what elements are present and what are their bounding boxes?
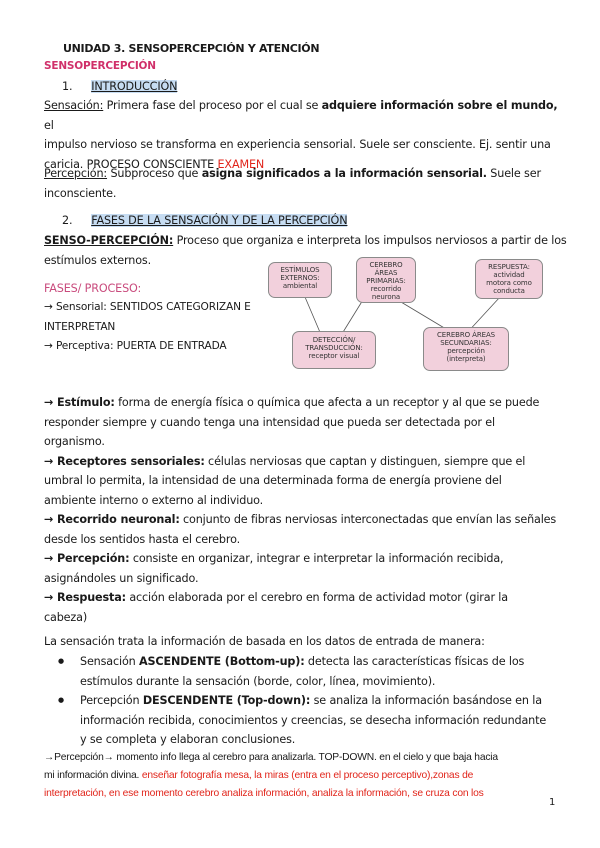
percepcion-paragraph: Percepción: Subproceso que asigna significados a la información sensorial. Suele ser inconsciente.	[44, 167, 541, 200]
senso-term: SENSO-PERCEPCIÓN:	[44, 234, 174, 247]
trata-paragraph: La sensación trata la información de basada en los datos de entrada de manera:	[44, 635, 485, 648]
bullet-descendente: ● Percepción DESCENDENTE (Top-down): se analiza la información basándose en la información recibida, conocimientos y creencias, se desecha información redundante y se completa y elaboran conclusiones.	[80, 691, 570, 750]
examen-tag: EXAMEN	[217, 157, 265, 171]
fases-list: → Sensorial: SENTIDOS CATEGORIZAN E INTERPRETAN → Perceptiva: PUERTA DE ENTRADA	[44, 301, 251, 352]
sensacion-term: Sensación:	[44, 99, 104, 112]
bullet-icon: ●	[58, 657, 64, 665]
senso-paragraph: SENSO-PERCEPCIÓN: Proceso que organiza e interpreta los impulsos nerviosos a partir de los estímulos externos.	[44, 234, 567, 267]
def-term: → Receptores sensoriales:	[44, 454, 205, 468]
percepcion-term: Percepción:	[44, 167, 108, 180]
bullet-ascendente: ● Sensación ASCENDENTE (Bottom-up): detecta las características físicas de los estímulos durante la sensación (borde, color, línea, movimiento).	[80, 652, 570, 691]
page-number: 1	[549, 797, 556, 808]
diagram-box-deteccion: DETECCIÓN/ TRANSDUCCIÓN: receptor visual	[292, 331, 376, 369]
def-term: → Recorrido neuronal:	[44, 513, 180, 526]
def-term: → Respuesta:	[44, 591, 126, 604]
heading-text: INTRODUCCIÓN	[91, 80, 178, 93]
unit-title: UNIDAD 3. SENSOPERCEPCIÓN Y ATENCIÓN	[63, 42, 320, 55]
fases-label: FASES/ PROCESO:	[44, 282, 142, 295]
section-label: SENSOPERCEPCIÓN	[44, 60, 156, 72]
heading-text: FASES DE LA SENSACIÓN Y DE LA PERCEPCIÓN	[91, 214, 348, 227]
sensacion-paragraph: Sensación: Primera fase del proceso por el cual se adquiere información sobre el mundo, el impulso nervioso se transforma en experiencia sensorial. Suele ser consciente. Ej. sentir una caricia. PROCESO CONSCIENTE EXAMEN	[44, 99, 558, 171]
definitions-block: → Estímulo: forma de energía física o química que afecta a un receptor y al que se puede responder siempre y cuando tenga una intensidad que pueda ser detectada por el organismo. → Receptores sensoriales: células nerviosas que captan y distinguen, siempre que el umbral lo permita, la intensidad de una determinada forma de energía proviene del ambiente interno o externo al individuo. → Recorrido neuronal: conjunto de fibras nerviosas interconectadas que envían las señales desde los sentidos hasta el cerebro. → Percepción: consiste en organizar, integrar e interpretar la información recibida, asignándoles un significado. → Respuesta: acción elaborada por el cerebro en forma de actividad motor (girar la cabeza)	[44, 396, 557, 624]
def-term: → Estímulo:	[44, 396, 115, 409]
diagram-box-estimulos: ESTÍMULOS EXTERNOS: ambiental	[268, 262, 332, 298]
diagram-box-cerebro-secundarias: CEREBRO ÁREAS SECUNDARIAS: percepción (interpreta)	[423, 327, 509, 371]
diagram-box-cerebro-primarias: CEREBRO ÁREAS PRIMARIAS: recorrido neurona	[356, 257, 416, 303]
final-notes: →Percepción→ momento info llega al cerebro para analizarla. TOP-DOWN. en el cielo y que baja hacia mi información divina. enseñar fotografía mesa, la miras (entra en el proceso perceptivo),zonas de interpretación, en ese momento cerebro analiza información, analiza la información, se cruza con los	[44, 752, 498, 799]
diagram-box-respuesta: RESPUESTA: actividad motora como conducta	[475, 259, 543, 299]
heading-introduccion	[62, 77, 177, 97]
bullet-icon: ●	[58, 696, 64, 704]
heading-fases: 2. FASES DE LA SENSACIÓN Y DE LA PERCEPCIÓN	[62, 214, 348, 227]
def-term: → Percepción:	[44, 552, 130, 565]
heading-number: 1.	[62, 80, 73, 93]
